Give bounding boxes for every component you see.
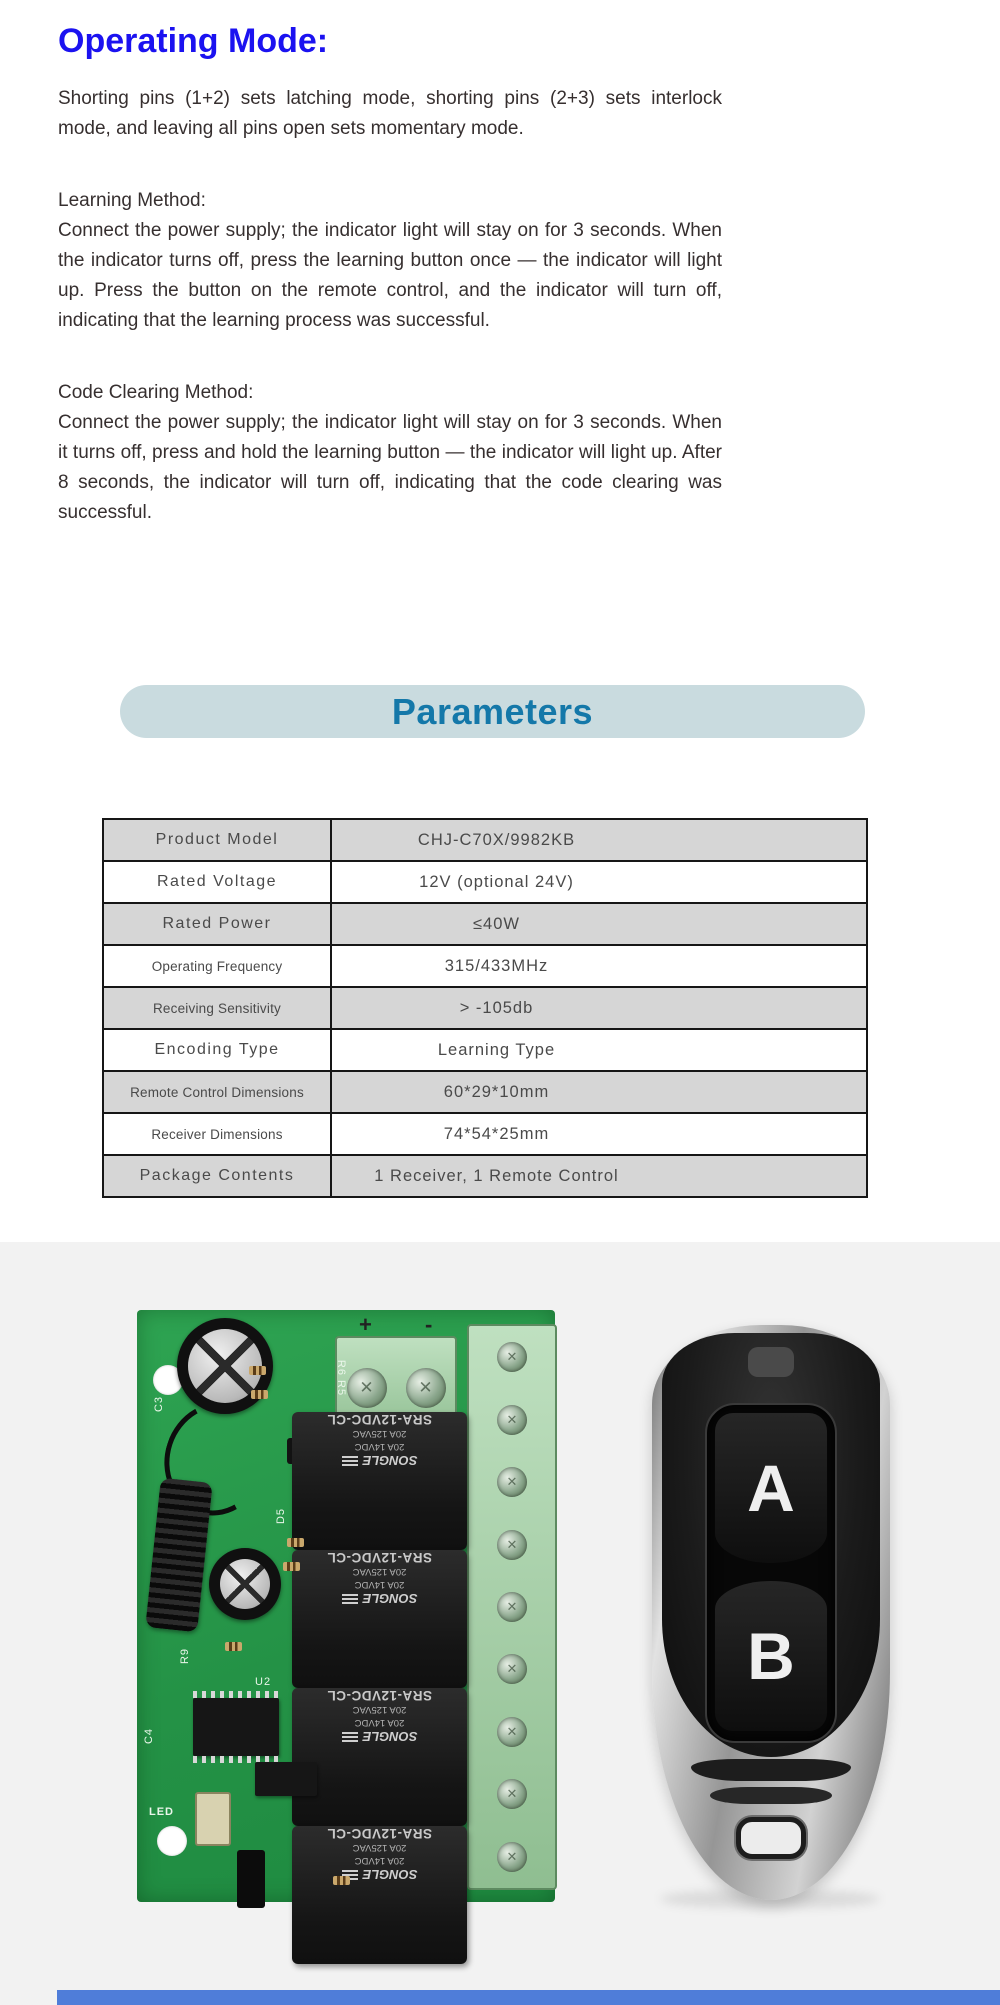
resistor-icon: [287, 1538, 304, 1547]
spec-value: ≤40W: [331, 903, 867, 945]
spec-row: [103, 819, 867, 861]
relay-brand-label: SONGLE: [296, 1453, 463, 1468]
spec-value: 60*29*10mm: [331, 1071, 867, 1113]
spec-row: [103, 903, 867, 945]
remote-button-panel: [705, 1403, 837, 1743]
spec-row: [103, 945, 867, 987]
jumper-icon: [237, 1850, 265, 1908]
silkscreen-label: D5: [275, 1507, 288, 1525]
resistor-icon: [333, 1876, 350, 1885]
silkscreen-label: R9: [179, 1647, 192, 1665]
spec-row: [103, 987, 867, 1029]
terminal-screw-icon: ✕: [497, 1654, 527, 1684]
spec-label: Encoding Type: [103, 1029, 331, 1071]
spec-label: Receiving Sensitivity: [103, 987, 331, 1029]
spec-value: 12V (optional 24V): [331, 861, 867, 903]
terminal-screw-icon: ✕: [406, 1368, 446, 1408]
learning-method-block: [58, 186, 722, 336]
ic-chip-icon: [255, 1762, 317, 1796]
spec-value: Learning Type: [331, 1029, 867, 1071]
relay-model-label: SRA-12VDC-CL: [327, 1550, 433, 1565]
silkscreen-label: R6 R5: [335, 1359, 348, 1397]
capacitor-icon: [209, 1548, 281, 1620]
spec-value: > -105db: [331, 987, 867, 1029]
terminal-screw-icon: ✕: [497, 1405, 527, 1435]
resistor-icon: [251, 1390, 268, 1399]
parameters-banner: [120, 685, 865, 738]
remote-led-window: [748, 1347, 794, 1377]
intro-paragraph: Shorting pins (1+2) sets latching mode, shorting pins (2+3) sets interlock mode, and leaving all pins open sets momentary mode.: [58, 88, 722, 139]
remote-control-photo: [652, 1325, 890, 1900]
silkscreen-label: C4: [143, 1727, 156, 1745]
antenna-coil-icon: [145, 1478, 212, 1633]
spec-label: Product Model: [103, 819, 331, 861]
operating-mode-title: Operating Mode:: [58, 22, 329, 60]
terminal-screw-icon: ✕: [497, 1530, 527, 1560]
relay-block: [292, 1550, 467, 1688]
relay-block: [292, 1412, 467, 1550]
terminal-screw-icon: ✕: [497, 1779, 527, 1809]
learning-method-paragraph: Connect the power supply; the indicator light will stay on for 3 seconds. When the indicator turns off, press the learning button once — the indicator will light up. Press the button on the remote control, and the indicator will turn off, indicating that the learning process was successful.: [58, 220, 722, 331]
relay-model-label: SRA-12VDC-CL: [327, 1826, 433, 1841]
relay-rating-label: 20A 14VDC: [354, 1855, 405, 1866]
spec-label: Rated Voltage: [103, 861, 331, 903]
spec-row: [103, 1113, 867, 1155]
spec-label: Receiver Dimensions: [103, 1113, 331, 1155]
terminal-screw-icon: ✕: [497, 1467, 527, 1497]
spec-label: Operating Frequency: [103, 945, 331, 987]
parameters-table-body: [103, 819, 867, 1197]
code-clearing-heading: Code Clearing Method:: [58, 382, 254, 403]
terminal-screw-icon: ✕: [347, 1368, 387, 1408]
photo-section: [0, 1242, 1000, 2005]
relay-rating-label: 20A 14VDC: [354, 1579, 405, 1590]
remote-rib: [710, 1787, 832, 1804]
resistor-icon: [283, 1562, 300, 1571]
relay-brand-label: SONGLE: [296, 1867, 463, 1882]
spec-value: 315/433MHz: [331, 945, 867, 987]
silkscreen-label: U2: [255, 1676, 272, 1688]
silkscreen-label: LED: [149, 1806, 174, 1818]
ic-chip-icon: [193, 1698, 279, 1756]
keyring-hole: [736, 1817, 806, 1859]
relay-rating-label: 20A 125VAC: [352, 1704, 407, 1715]
relay-block: [292, 1688, 467, 1826]
learning-method-heading: Learning Method:: [58, 190, 206, 211]
terminal-screw-icon: ✕: [497, 1717, 527, 1747]
intro-block: [58, 84, 722, 144]
terminal-screw-icon: ✕: [497, 1342, 527, 1372]
resistor-icon: [249, 1366, 266, 1375]
code-clearing-paragraph: Connect the power supply; the indicator light will stay on for 3 seconds. When it turns off, press and hold the learning button — the indicator will light up. After 8 seconds, the indicator will turn off, indicating that the code clearing was successful.: [58, 412, 722, 523]
remote-button-a: A: [715, 1413, 827, 1563]
spec-label: Remote Control Dimensions: [103, 1071, 331, 1113]
spec-value: CHJ-C70X/9982KB: [331, 819, 867, 861]
relay-rating-label: 20A 125VAC: [352, 1428, 407, 1439]
relay-model-label: SRA-12VDC-CL: [327, 1412, 433, 1427]
spec-value: 1 Receiver, 1 Remote Control: [331, 1155, 867, 1197]
relay-rating-label: 20A 14VDC: [354, 1717, 405, 1728]
spec-label: Rated Power: [103, 903, 331, 945]
relay-model-label: SRA-12VDC-CL: [327, 1688, 433, 1703]
spec-row: [103, 1071, 867, 1113]
mounting-hole: [157, 1826, 187, 1856]
silkscreen-label: C3: [153, 1395, 166, 1413]
spec-row: [103, 1029, 867, 1071]
parameters-table: [102, 818, 868, 1198]
relay-brand-label: SONGLE: [296, 1729, 463, 1744]
relay-rating-label: 20A 125VAC: [352, 1842, 407, 1853]
bottom-bar: [57, 1990, 1000, 2005]
spec-value: 74*54*25mm: [331, 1113, 867, 1155]
terminal-screw-icon: ✕: [497, 1592, 527, 1622]
spec-row: [103, 861, 867, 903]
output-terminal-strip: [467, 1324, 557, 1890]
relay-rating-label: 20A 14VDC: [354, 1441, 405, 1452]
relay-brand-label: SONGLE: [296, 1591, 463, 1606]
resistor-icon: [225, 1642, 242, 1651]
remote-rib: [691, 1759, 851, 1781]
code-clearing-block: [58, 378, 722, 528]
spec-row: [103, 1155, 867, 1197]
receiver-board-photo: [137, 1310, 555, 1902]
spec-label: Package Contents: [103, 1155, 331, 1197]
remote-button-b: B: [715, 1581, 827, 1731]
terminal-screw-icon: ✕: [497, 1842, 527, 1872]
plus-label: +: [359, 1312, 372, 1337]
relay-rating-label: 20A 125VAC: [352, 1566, 407, 1577]
relay-block: [292, 1826, 467, 1964]
minus-label: -: [425, 1312, 433, 1337]
parameters-heading: Parameters: [391, 690, 594, 732]
led-component-icon: [195, 1792, 231, 1846]
